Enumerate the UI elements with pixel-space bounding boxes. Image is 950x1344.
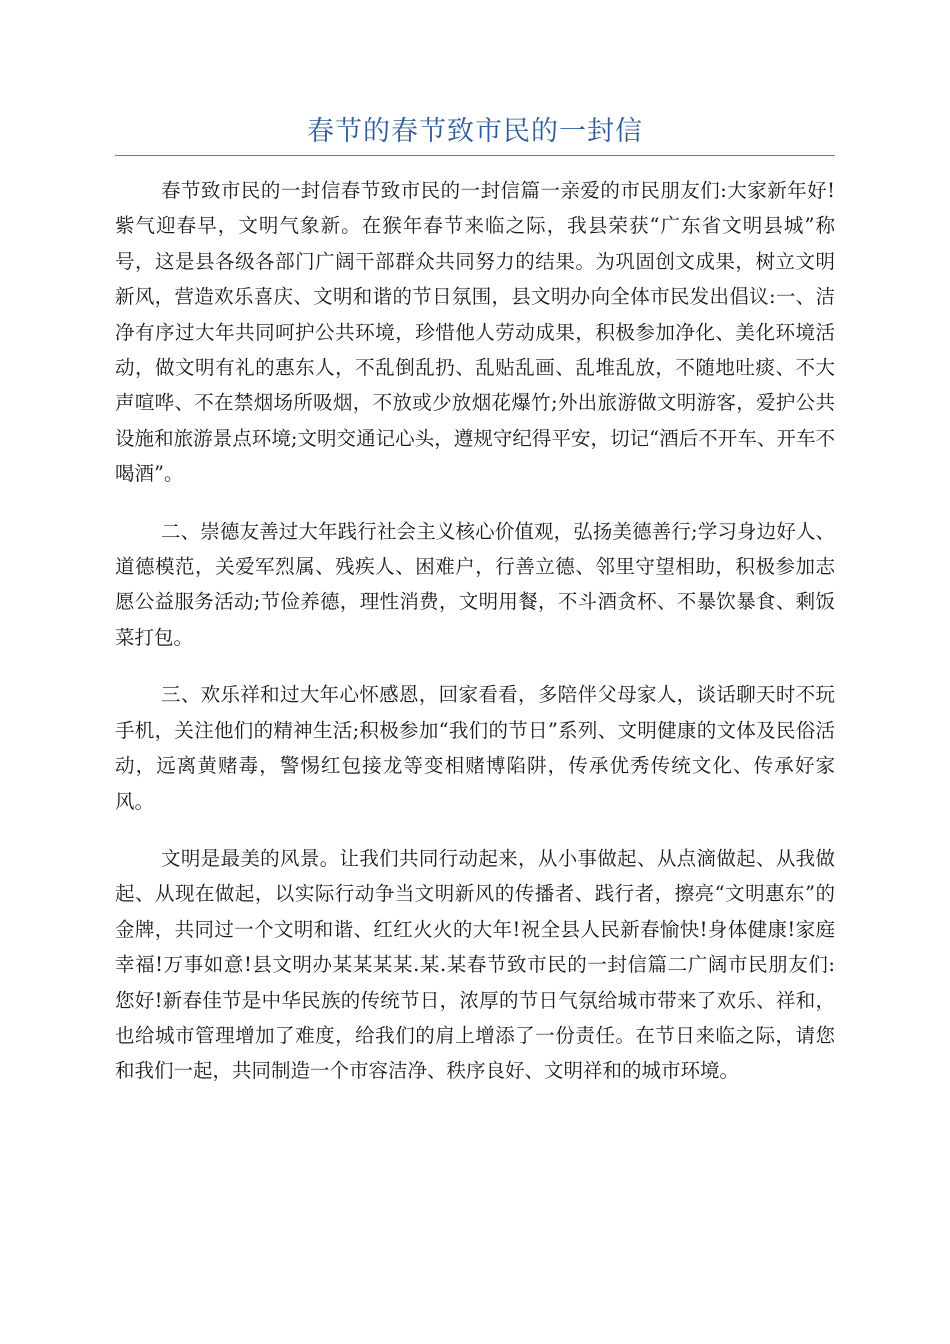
document-body bbox=[115, 173, 875, 1111]
paragraph-3: 三、欢乐祥和过大年心怀感恩，回家看看，多陪伴父母家人，谈话聊天时不玩手机，关注他们的精神生活;积极参加“我们的节日”系列、文明健康的文体及民俗活动，远离黄赌毒，警惕红包接龙等变相赌博陷阱，传承优秀传统文化、传承好家风。 bbox=[115, 683, 835, 813]
paragraph-1: 春节致市民的一封信春节致市民的一封信篇一亲爱的市民朋友们:大家新年好!紫气迎春早，文明气象新。在猴年春节来临之际，我县荣获“广东省文明县城”称号，这是县各级各部门广阔干部群众共同努力的结果。为巩固创文成果，树立文明新风，营造欢乐喜庆、文明和谐的节日氛围，县文明办向全体市民发出倡议:一、洁净有序过大年共同呵护公共环境，珍惜他人劳动成果，积极参加净化、美化环境活动，做文明有礼的惠东人，不乱倒乱扔、乱贴乱画、乱堆乱放，不随地吐痰、不大声喧哗、不在禁烟场所吸烟，不放或少放烟花爆竹;外出旅游做文明游客，爱护公共设施和旅游景点环境;文明交通记心头，遵规守纪得平安，切记“酒后不开车、开车不喝酒”。 bbox=[115, 179, 835, 486]
title-underline bbox=[115, 155, 835, 156]
paragraph-2: 二、崇德友善过大年践行社会主义核心价值观，弘扬美德善行;学习身边好人、道德模范，关爱军烈属、残疾人、困难户，行善立德、邻里守望相助，积极参加志愿公益服务活动;节俭养德，理性消费，文明用餐，不斗酒贪杯、不暴饮暴食、剩饭菜打包。 bbox=[115, 519, 835, 649]
document-title: 春节的春节致市民的一封信 bbox=[307, 116, 643, 147]
paragraph-4: 文明是最美的风景。让我们共同行动起来，从小事做起、从点滴做起、从我做起、从现在做起，以实际行动争当文明新风的传播者、践行者，擦亮“文明惠东”的金牌，共同过一个文明和谐、红红火火的大年!祝全县人民新春愉快!身体健康!家庭幸福!万事如意!县文明办某某某某.某.某春节致市民的一封信篇二广阔市民朋友们: 您好!新春佳节是中华民族的传统节日，浓厚的节日气氛给城市带来了欢乐、祥和，也给城市管理增加了难度，给我们的肩上增添了一份责任。在节日来临之际，请您和我们一起，共同制造一个市容洁净、秩序良好、文明祥和的城市环境。 bbox=[115, 846, 875, 1083]
